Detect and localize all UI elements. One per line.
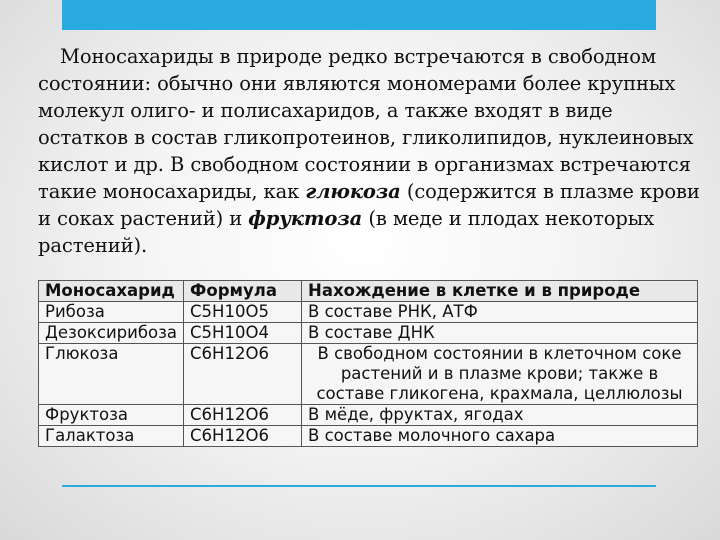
cell-location: В мёде, фруктах, ягодах: [302, 405, 698, 426]
term-glucose: глюкоза: [305, 180, 401, 203]
cell-name: Галактоза: [39, 426, 184, 447]
table-row: [39, 344, 698, 405]
cell-name: Дезоксирибоза: [39, 323, 184, 344]
header-formula: Формула: [184, 281, 302, 302]
cell-formula: C5H10O5: [184, 302, 302, 323]
table-row: [39, 302, 698, 323]
table-header-row: [39, 281, 698, 302]
cell-formula: C6H12O6: [184, 405, 302, 426]
table-row: [39, 323, 698, 344]
header-location: Нахождение в клетке и в природе: [302, 281, 698, 302]
cell-formula: C6H12O6: [184, 426, 302, 447]
table-row: [39, 426, 698, 447]
cell-location: В составе ДНК: [302, 323, 698, 344]
top-accent-bar: [62, 0, 656, 30]
cell-formula: C5H10O4: [184, 323, 302, 344]
paragraph-text-1: Моносахариды в природе редко встречаются в свободном состоянии: обычно они являются мономерами более крупных молекул олиго- и полисахаридов, а также входят в виде остатков в состав гликопротеинов, гликолипидов, нуклеиновых кислот и др. В свободном состоянии в организмах встречаются такие моносахариды, как: [38, 45, 694, 203]
term-fructose: фруктоза: [248, 207, 363, 230]
table-row: [39, 405, 698, 426]
header-monosaccharide: Моносахарид: [39, 281, 184, 302]
bottom-accent-line: [62, 485, 656, 487]
cell-location: В составе РНК, АТФ: [302, 302, 698, 323]
cell-name: Рибоза: [39, 302, 184, 323]
cell-name: Фруктоза: [39, 405, 184, 426]
cell-location: В свободном состоянии в клеточном соке растений и в плазме крови; также в составе гликогена, крахмала, целлюлозы: [302, 344, 698, 405]
intro-paragraph: [38, 43, 702, 259]
paragraph-text-3: (в меде и плодах некоторых растений).: [38, 207, 655, 257]
cell-location: В составе молочного сахара: [302, 426, 698, 447]
cell-name: Глюкоза: [39, 344, 184, 405]
cell-formula: C6H12O6: [184, 344, 302, 405]
paragraph-text-2: (содержится в плазме крови и соках растений) и: [38, 180, 700, 230]
monosaccharides-table: [38, 280, 698, 447]
